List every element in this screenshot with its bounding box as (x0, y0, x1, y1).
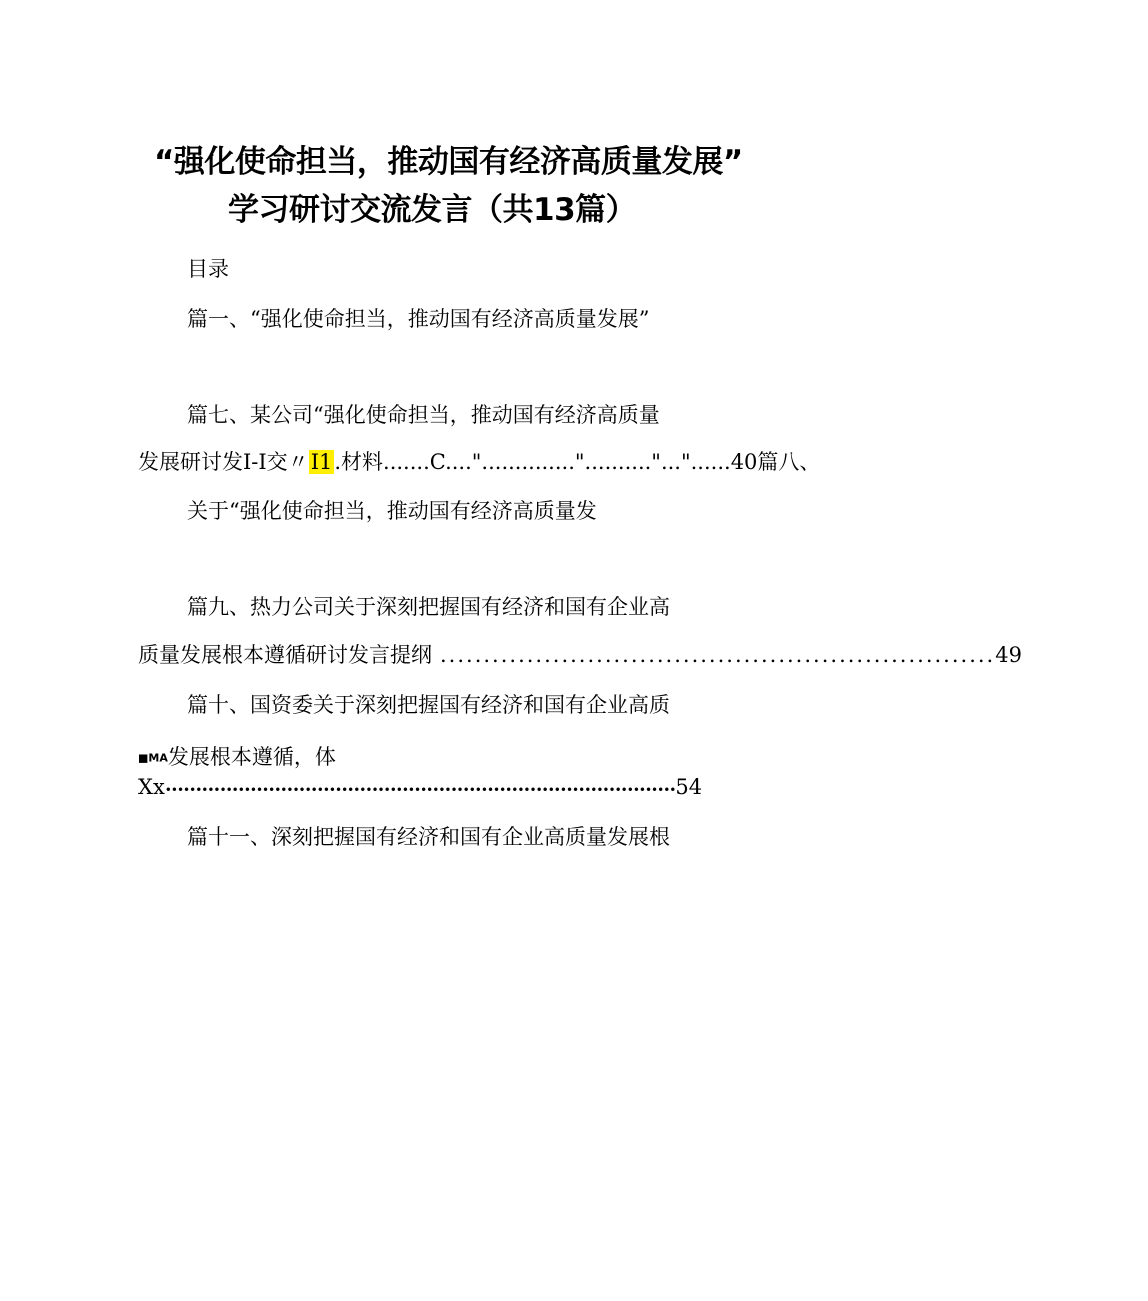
toc-item-9-page: 49 (995, 643, 1022, 667)
document-title-line2: 学习研讨交流发言（共13篇） (228, 192, 637, 228)
toc-item-10-page: 54 (675, 775, 703, 799)
toc-item-10-line3[interactable] (138, 772, 703, 805)
highlighted-text: I1 (310, 450, 333, 474)
toc-item-10-leader: •••••••••••••••••••••••••••••••••••••••••••••••••••••••••••••••••••••••••••••••••••• (164, 783, 676, 797)
toc-item-9-line2[interactable] (138, 640, 1022, 670)
toc-heading: 目录 (187, 257, 229, 281)
toc-item-9-leader: ................................................................ (440, 643, 996, 667)
toc-item-10-text: 发展根本遵循，体 (167, 745, 336, 769)
toc-item-10-prefix: ■MA (138, 751, 168, 765)
toc-item-10-text-cont: Xx (138, 775, 165, 799)
toc-item-10-line1[interactable]: 篇十、国资委关于深刻把握国有经济和国有企业高质 (187, 693, 670, 717)
toc-item-9-line1[interactable]: 篇九、热力公司关于深刻把握国有经济和国有企业高 (187, 595, 670, 619)
document-title-line1: “强化使命担当，推动国有经济高质量发展” (154, 144, 743, 180)
toc-item-7-text: 发展研讨发I-I交〃 (138, 450, 309, 474)
toc-item-9-text: 质量发展根本遵循研讨发言提纲 (138, 643, 432, 667)
toc-item-1[interactable]: 篇一、“强化使命担当，推动国有经济高质量发展” (187, 307, 650, 331)
toc-item-7-line2[interactable] (138, 447, 820, 477)
toc-item-8[interactable]: 关于“强化使命担当，推动国有经济高质量发 (187, 499, 597, 523)
toc-item-10-line2[interactable] (138, 742, 336, 774)
toc-item-7-leader: .材料.......C...."..............".........."..."......40篇八、 (334, 450, 821, 474)
toc-item-7-line1[interactable]: 篇七、某公司“强化使命担当，推动国有经济高质量 (187, 403, 660, 427)
toc-item-11[interactable]: 篇十一、深刻把握国有经济和国有企业高质量发展根 (187, 825, 670, 849)
